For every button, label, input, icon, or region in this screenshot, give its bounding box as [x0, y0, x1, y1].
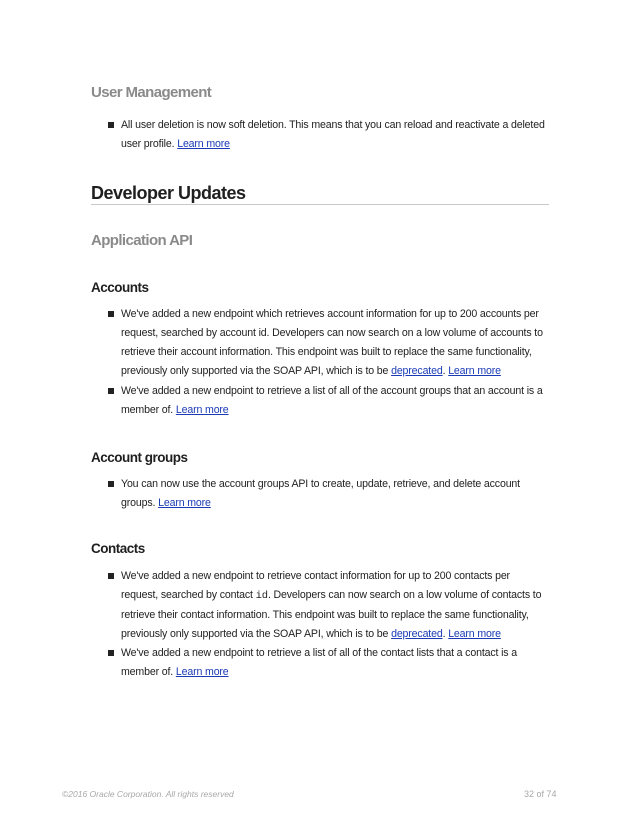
item-separator: . — [442, 628, 446, 640]
item-text: We've added a new endpoint to retrieve a list of all of the account groups that an account is a member of. — [121, 385, 543, 416]
heading-application-api: Application API — [91, 232, 193, 249]
learn-more-link[interactable]: Learn more — [448, 365, 501, 377]
deprecated-link[interactable]: deprecated — [391, 365, 443, 377]
heading-account-groups: Account groups — [91, 450, 188, 465]
list-item — [121, 644, 546, 682]
bullet-icon — [108, 388, 114, 394]
list-item — [121, 475, 546, 513]
bullet-icon — [108, 311, 114, 317]
learn-more-link[interactable]: Learn more — [175, 666, 229, 678]
list-item — [121, 382, 546, 420]
footer-page-number: 32 of 74 — [524, 789, 557, 799]
footer-copyright: ©2016 Oracle Corporation. All rights reserved — [62, 789, 234, 799]
code-id: id — [255, 590, 268, 602]
bullet-icon — [108, 573, 114, 579]
item-separator: . — [442, 365, 446, 377]
bullet-icon — [108, 650, 114, 656]
heading-contacts: Contacts — [91, 541, 145, 556]
bullet-icon — [108, 122, 114, 128]
item-text-continued: . Developers can now search on a low volume of contacts to retrieve their contact information. This endpoint was built to replace the same functionality, previously only supported via the SOAP API, which is to be — [121, 589, 542, 640]
list-item — [121, 567, 546, 644]
item-text: We've added a new endpoint which retrieves account information for up to 200 accounts per request, searched by account id. Developers can now search on a low volume of accounts to retrieve their account information. This endpoint was built to replace the same functionality, previously only supported via the SOAP API, which is to be — [121, 308, 543, 377]
heading-user-management: User Management — [91, 84, 212, 101]
bullet-icon — [108, 481, 114, 487]
list-item — [121, 116, 546, 154]
heading-accounts: Accounts — [91, 280, 149, 295]
section-divider — [91, 204, 549, 205]
item-text: We've added a new endpoint to retrieve contact information for up to 200 contacts per request, searched by contact — [121, 570, 510, 601]
list-item — [121, 305, 546, 381]
learn-more-link[interactable]: Learn more — [158, 497, 211, 509]
item-text: We've added a new endpoint to retrieve a list of all of the contact lists that a contact is a member of. — [121, 647, 517, 678]
heading-developer-updates: Developer Updates — [91, 183, 246, 203]
learn-more-link[interactable]: Learn more — [177, 138, 230, 150]
deprecated-link[interactable]: deprecated — [391, 628, 443, 640]
learn-more-link[interactable]: Learn more — [175, 404, 229, 416]
learn-more-link[interactable]: Learn more — [448, 628, 501, 640]
item-text: You can now use the account groups API to create, update, retrieve, and delete account groups. — [121, 478, 520, 509]
item-text: All user deletion is now soft deletion. This means that you can reload and reactivate a deleted user profile. — [121, 119, 545, 150]
